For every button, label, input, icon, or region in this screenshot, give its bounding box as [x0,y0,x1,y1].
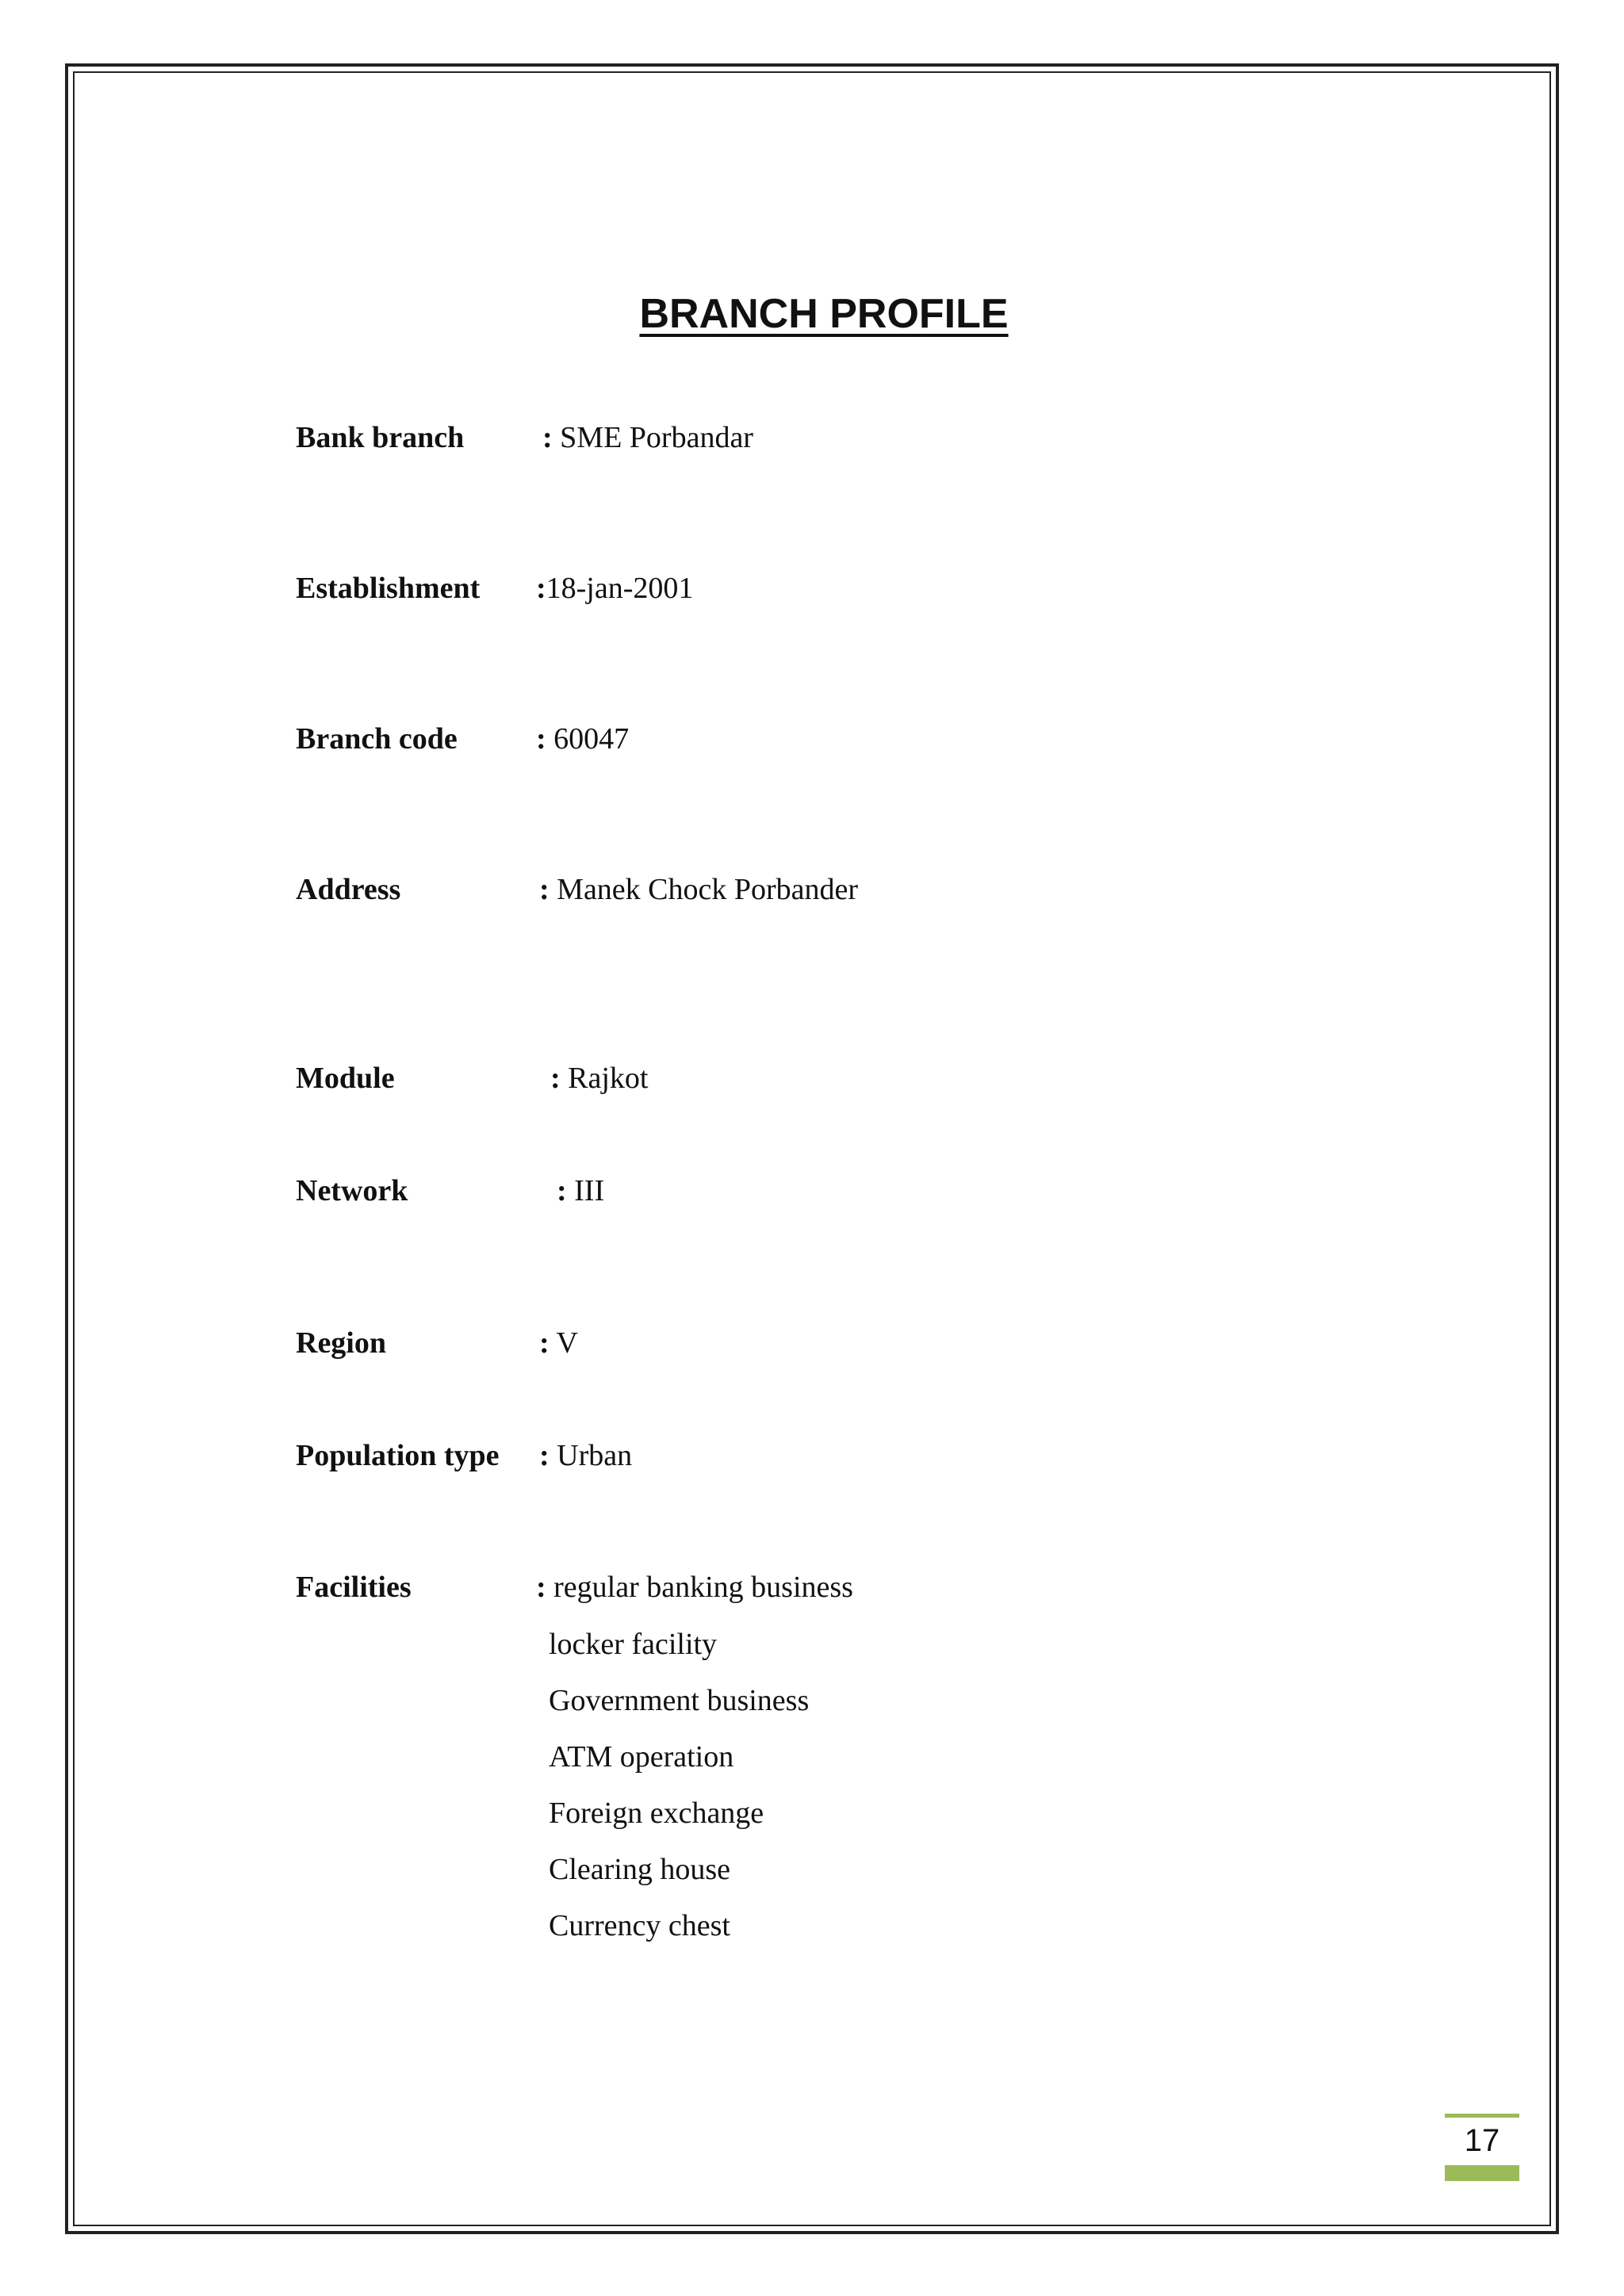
field-label: Establishment [296,572,481,605]
field-value: : Rajkot [550,1062,649,1095]
page-border-inner [73,71,1551,2226]
field-label: Facilities [296,1571,412,1604]
field-label: Population type [296,1439,500,1472]
field-value: :18-jan-2001 [536,572,694,605]
field-label: Module [296,1062,395,1095]
field-label: Region [296,1326,386,1360]
page-number-block [1445,2114,1519,2181]
field-value: : SME Porbandar [542,421,753,454]
page-number: 17 [1464,2123,1500,2158]
field-value: : Urban [539,1439,633,1472]
field-label: Address [296,873,401,906]
field-value: : III [557,1174,605,1207]
facility-item: Clearing house [549,1853,731,1886]
field-value: : 60047 [536,722,630,756]
field-value: : V [539,1326,578,1360]
field-value: : Manek Chock Porbander [539,873,859,906]
facility-item: locker facility [549,1628,718,1661]
field-label: Network [296,1174,408,1207]
facility-item: Foreign exchange [549,1797,764,1830]
facility-item: Currency chest [549,1909,730,1942]
facility-item: ATM operation [549,1740,734,1774]
field-label: Bank branch [296,421,465,454]
page-title: BRANCH PROFILE [639,291,1009,337]
field-label: Branch code [296,722,458,756]
facility-item: Government business [549,1684,810,1717]
page-number-accent-bar [1445,2165,1519,2181]
field-value: : regular banking business [536,1571,853,1604]
